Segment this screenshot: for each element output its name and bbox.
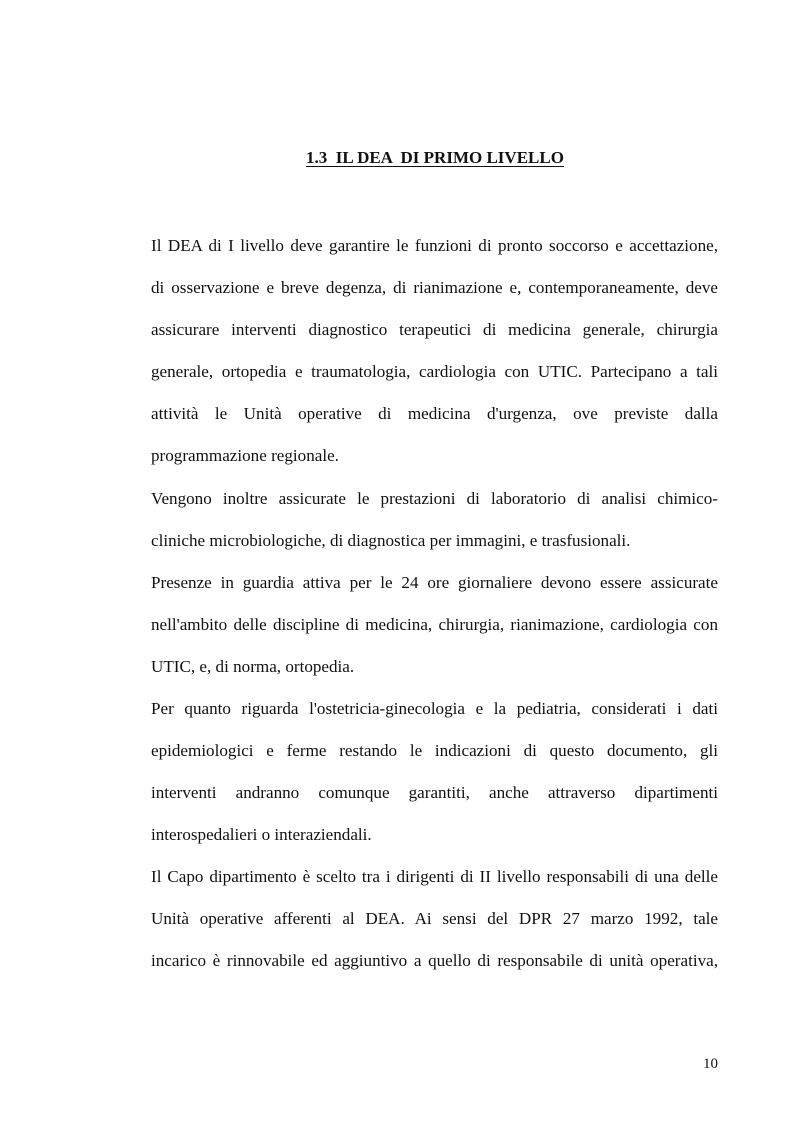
- text-line-14: interventi andranno comunque garantiti, anche attraverso dipartimenti: [151, 783, 718, 802]
- text-line-9: Presenze in guardia attiva per le 24 ore giornaliere devono essere assicurate: [151, 573, 718, 592]
- text-line-5: attività le Unità operative di medicina d'urgenza, ove previste dalla: [151, 404, 718, 423]
- text-line-13: epidemiologici e ferme restando le indicazioni di questo documento, gli: [151, 741, 718, 760]
- text-line-15: interospedalieri o interaziendali.: [151, 825, 372, 844]
- text-line-7: Vengono inoltre assicurate le prestazioni di laboratorio di analisi chimico-: [151, 489, 718, 508]
- text-line-3: assicurare interventi diagnostico terapeutici di medicina generale, chirurgia: [151, 320, 718, 339]
- text-line-12: Per quanto riguarda l'ostetricia-ginecologia e la pediatria, considerati i dati: [151, 699, 718, 718]
- page-number: 10: [703, 1056, 718, 1072]
- text-line-2: di osservazione e breve degenza, di rianimazione e, contemporaneamente, deve: [151, 278, 718, 297]
- text-line-8: cliniche microbiologiche, di diagnostica per immagini, e trasfusionali.: [151, 531, 631, 550]
- text-line-6: programmazione regionale.: [151, 446, 339, 465]
- text-line-1: Il DEA di I livello deve garantire le funzioni di pronto soccorso e accettazione,: [151, 236, 718, 255]
- text-line-4: generale, ortopedia e traumatologia, cardiologia con UTIC. Partecipano a tali: [151, 362, 718, 381]
- section-heading: 1.3 IL DEA DI PRIMO LIVELLO: [306, 148, 564, 167]
- text-line-11: UTIC, e, di norma, ortopedia.: [151, 657, 355, 676]
- text-line-17: Unità operative afferenti al DEA. Ai sensi del DPR 27 marzo 1992, tale: [151, 909, 718, 928]
- text-line-16: Il Capo dipartimento è scelto tra i dirigenti di II livello responsabili di una delle: [151, 867, 718, 886]
- text-line-18: incarico è rinnovabile ed aggiuntivo a quello di responsabile di unità operativa,: [151, 951, 718, 970]
- text-line-10: nell'ambito delle discipline di medicina, chirurgia, rianimazione, cardiologia con: [151, 615, 718, 634]
